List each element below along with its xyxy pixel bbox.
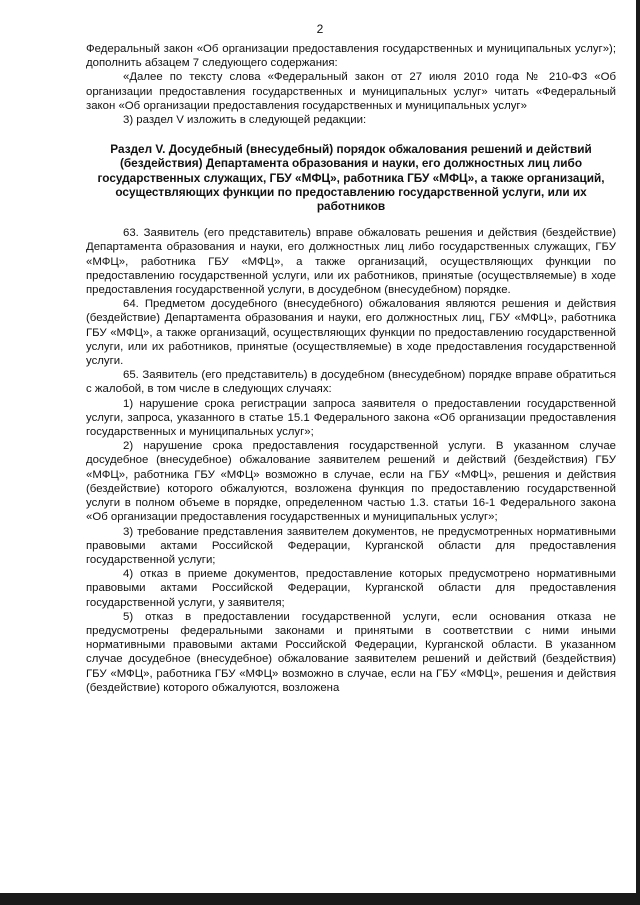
page-number: 2: [316, 22, 324, 36]
paragraph: 65. Заявитель (его представитель) в досудебном (внесудебном) порядке вправе обратиться с жалобой, в том числе в следующих случаях:: [86, 369, 616, 396]
paragraph: 63. Заявитель (его представитель) вправе обжаловать решения и действия (бездействие) Департамента образования и науки, его должностных лиц либо государственных служащих, ГБУ «МФЦ», работника ГБУ «МФЦ», а также организаций, осуществляющих функции по предоставлению государственной услуги, или их работников, принятые (осуществляемые) в ходе предоставления государственной услуги, в досудебном (внесудебном) порядке.: [86, 227, 616, 297]
paragraph: Федеральный закон «Об организации предоставления государственных и муниципальных услуг»); дополнить абзацем 7 следующего содержания:: [86, 43, 616, 70]
section-heading: Раздел V. Досудебный (внесудебный) порядок обжалования решений и действий (бездействия) Департамента образования и науки, его должностных лиц либо государственных служащих, ГБУ «МФЦ», работника ГБУ «МФЦ», а также организаций, осуществляющих функции по предоставлению государственной услуги, или их работников: [97, 142, 605, 214]
paragraph: 3) раздел V изложить в следующей редакции:: [123, 114, 367, 127]
document-body: [86, 42, 616, 695]
paragraph: 64. Предметом досудебного (внесудебного) обжалования являются решения и действия (бездействие) Департамента образования и науки, его должностных лиц, ГБУ «МФЦ», работника ГБУ «МФЦ», а также организаций, осуществляющих функции по предоставлению государственной услуги, или их работников, принятые (осуществляемые) в ходе предоставления государственной услуги.: [86, 298, 616, 368]
paragraph: «Далее по тексту слова «Федеральный закон от 27 июля 2010 года № 210-ФЗ «Об организации предоставления государственных и муниципальных услуг» читать «Федеральный закон «Об организации предоставления государственных и муниципальных услуг»: [86, 71, 616, 112]
list-item: 2) нарушение срока предоставления государственной услуги. В указанном случае досудебное (внесудебное) обжалование заявителем решений и действий (бездействия) ГБУ «МФЦ», работника ГБУ «МФЦ» возможно в случае, если на ГБУ «МФЦ», решения и действия (бездействие) которого обжалуются, возложена функция по предоставлению государственной услуги в полном объеме в порядке, определенном частью 1.3. статьи 16-1 Федерального закона «Об организации предоставления государственных и муниципальных услуг»;: [86, 440, 616, 524]
list-item: 4) отказ в приеме документов, предоставление которых предусмотрено нормативными правовыми актами Российской Федерации, Курганской области для предоставления государственной услуги, у заявителя;: [86, 568, 616, 609]
list-item: 1) нарушение срока регистрации запроса заявителя о предоставлении государственной услуги, запроса, указанного в статье 15.1 Федерального закона «Об организации предоставления государственных и муниципальных услуг»;: [86, 397, 616, 439]
scan-edge-bottom: [0, 893, 640, 905]
scan-edge-right: [636, 0, 640, 905]
list-item: 3) требование представления заявителем документов, не предусмотренных нормативными правовыми актами Российской Федерации, Курганской области для предоставления государственной услуги;: [86, 525, 616, 566]
list-item: 5) отказ в предоставлении государственной услуги, если основания отказа не предусмотрены федеральными законами и принятыми в соответствии с ними иными нормативными правовыми актами Российской Федерации, Курганской области. В указанном случае досудебное (внесудебное) обжалование заявителем решений и действий (бездействия) ГБУ «МФЦ», работника ГБУ «МФЦ» возможно в случае, если на ГБУ «МФЦ», решения и действия (бездействие) которого обжалуются, возложена: [86, 610, 616, 694]
